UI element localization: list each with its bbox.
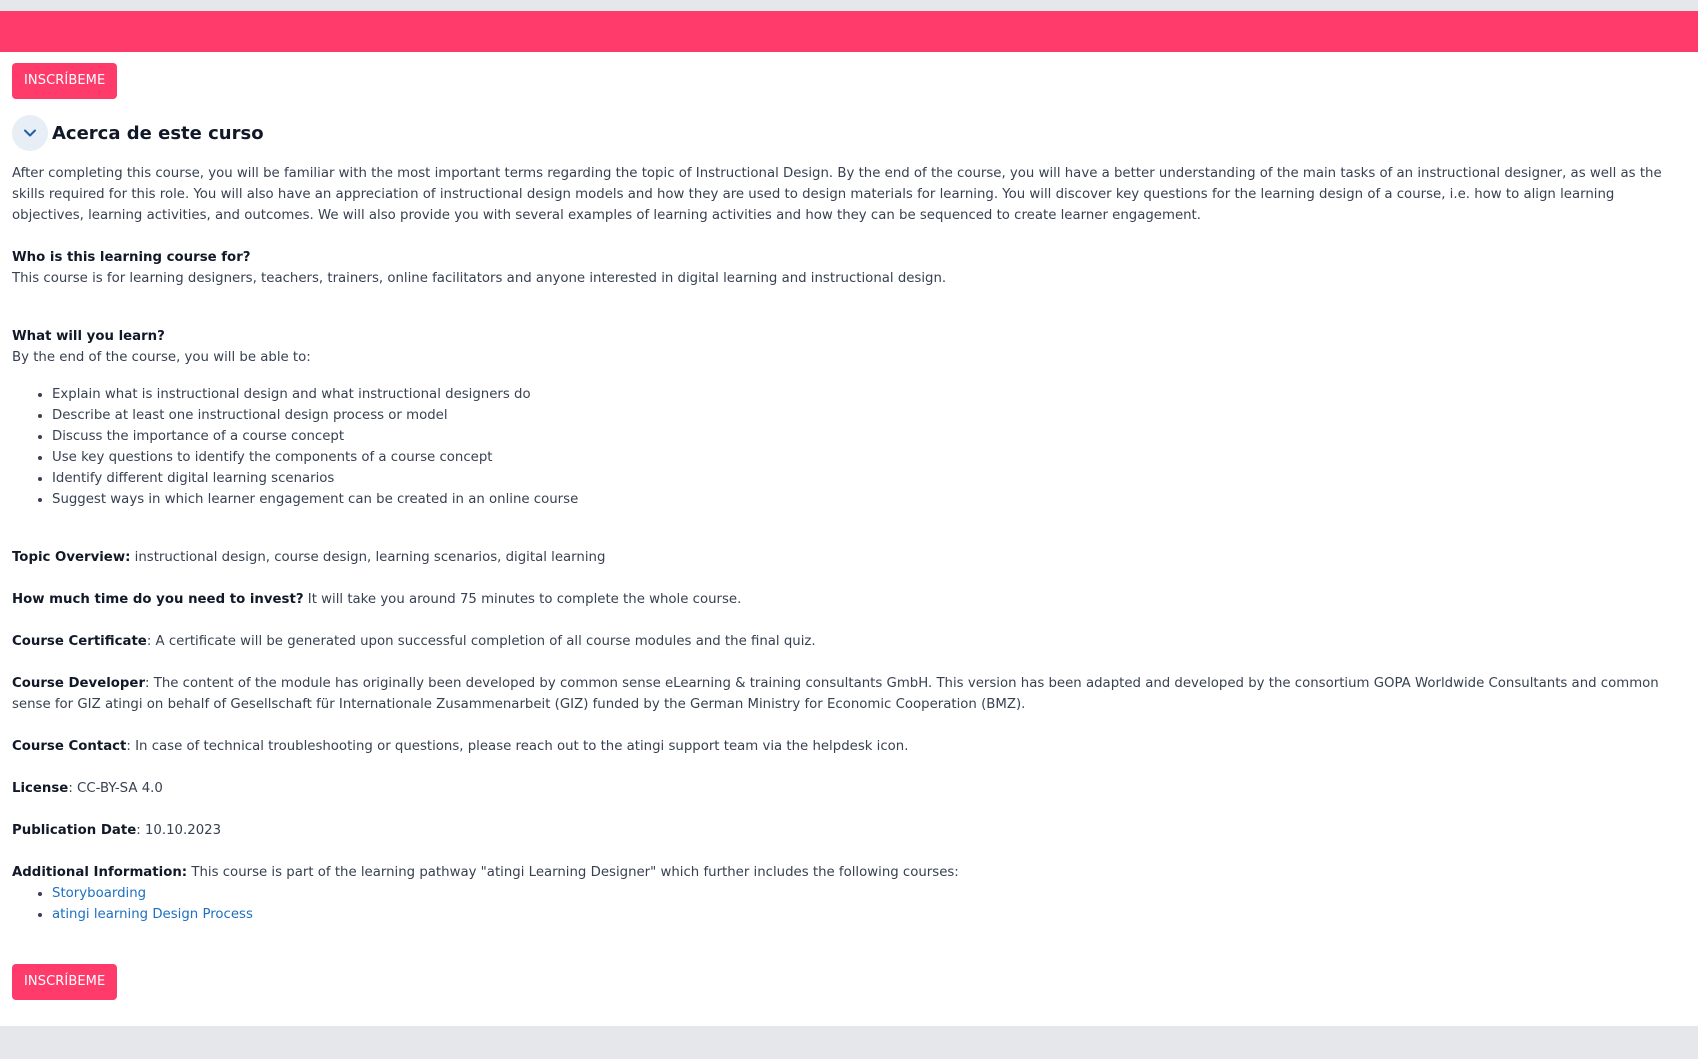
certificate-text: : A certificate will be generated upon successful completion of all course modules and the final quiz. (146, 634, 816, 649)
developer-label: Course Developer (12, 676, 146, 691)
list-item (52, 904, 1686, 925)
course-certificate (12, 631, 1686, 652)
enroll-button-bottom[interactable]: INSCRÍBEME (12, 964, 117, 1000)
list-item: • Identify different digital learning scenarios (52, 468, 1686, 489)
list-item: • Discuss the importance of a course concept (52, 426, 1686, 447)
license (12, 778, 1686, 799)
top-strip (0, 0, 1698, 11)
course-link-design-process[interactable]: atingi learning Design Process (52, 907, 253, 922)
publication-text: : 10.10.2023 (136, 823, 222, 838)
license-text: : CC-BY-SA 4.0 (68, 781, 163, 796)
list-item: • Explain what is instructional design and what instructional designers do (52, 384, 1686, 405)
additional-label: Additional Information: (12, 865, 188, 880)
course-description (12, 163, 1686, 925)
learn-intro: By the end of the course, you will be able to: (12, 350, 311, 365)
time-label: How much time do you need to invest? (12, 592, 304, 607)
learn-list (12, 384, 1686, 510)
certificate-label: Course Certificate (12, 634, 147, 649)
section-title: Acerca de este curso (52, 122, 264, 144)
intro-paragraph: After completing this course, you will be familiar with the most important terms regarding the topic of Instructional Design. By the end of the course, you will have a better understanding of the main tasks of an instructional designer, as well as the skills required for this role. You will also have an appreciation of instructional design models and how they are used to design materials for learning. You will discover key questions for the learning design of a course, i.e. how to align learning objectives, learning activities, and outcomes. We will also provide you with several examples of learning activities and how they can be sequenced to create learner engagement. (12, 166, 1662, 223)
list-item: • Describe at least one instructional design process or model (52, 405, 1686, 426)
who-heading: Who is this learning course for? (12, 250, 251, 265)
topic-overview (12, 547, 1686, 568)
developer-text: : The content of the module has originally been developed by common sense eLearning & training consultants GmbH. This version has been adapted and developed by the consortium GOPA Worldwide Consultants and common sense for GIZ atingi on behalf of Gesellschaft für Internationale Zusammenarbeit (GIZ) funded by the German Ministry for Economic Cooperation (BMZ). (12, 676, 1659, 712)
contact-text: : In case of technical troubleshooting or questions, please reach out to the atingi support team via the helpdesk icon. (126, 739, 909, 754)
related-courses-list (12, 883, 1686, 925)
section-toggle-button[interactable] (12, 115, 48, 151)
publication-date (12, 820, 1686, 841)
additional-information (12, 862, 1686, 883)
course-link-storyboarding[interactable]: Storyboarding (52, 886, 147, 901)
enroll-button-top[interactable]: INSCRÍBEME (12, 63, 117, 99)
chevron-down-icon (22, 125, 38, 141)
time-invest (12, 589, 1686, 610)
time-text: It will take you around 75 minutes to complete the whole course. (303, 592, 742, 607)
course-developer (12, 673, 1686, 715)
list-item: • Suggest ways in which learner engagement can be created in an online course (52, 489, 1686, 510)
topic-label: Topic Overview: (12, 550, 131, 565)
contact-label: Course Contact (12, 739, 127, 754)
header-bar (0, 11, 1698, 52)
bottom-enroll-wrap (12, 964, 117, 1000)
publication-label: Publication Date (12, 823, 137, 838)
list-item (52, 883, 1686, 904)
learn-heading: What will you learn? (12, 329, 165, 344)
license-label: License (12, 781, 69, 796)
course-contact (12, 736, 1686, 757)
list-item: • Use key questions to identify the components of a course concept (52, 447, 1686, 468)
about-section-header (12, 115, 1686, 151)
course-content (0, 52, 1698, 1026)
topic-text: instructional design, course design, learning scenarios, digital learning (130, 550, 606, 565)
who-text: This course is for learning designers, teachers, trainers, online facilitators and anyone interested in digital learning and instructional design. (12, 271, 947, 286)
additional-text: This course is part of the learning pathway "atingi Learning Designer" which further includes the following courses: (187, 865, 959, 880)
